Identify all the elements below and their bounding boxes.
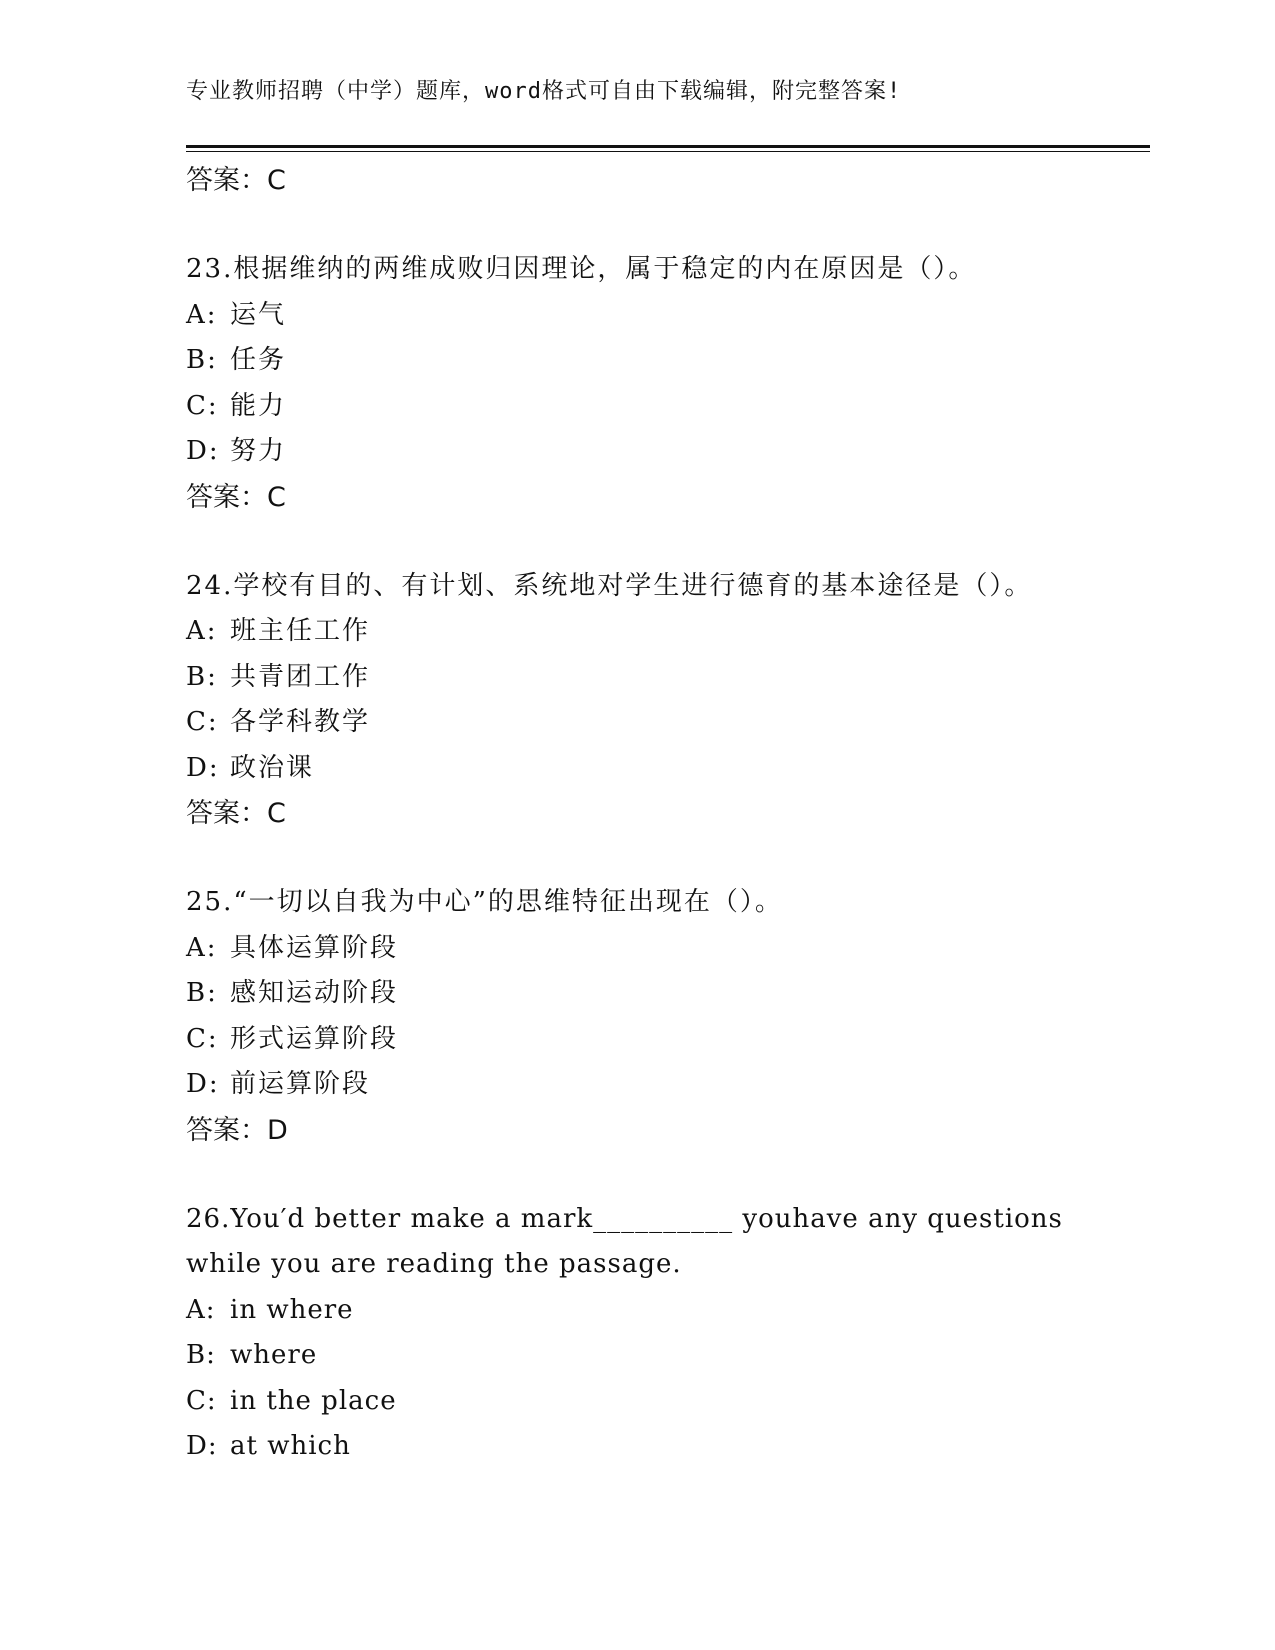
option-text: 努力 [230,436,287,466]
option-key: C: [186,390,219,421]
page-header: 专业教师招聘（中学）题库，word格式可自由下载编辑，附完整答案! [186,79,902,104]
option-row [186,746,1150,792]
option-key: A: [186,299,218,330]
option-text: 各学科教学 [230,707,371,737]
option-key: D: [186,1069,220,1099]
option-key: C: [186,707,219,737]
option-row [186,1062,1150,1108]
option-text: in the place [230,1385,397,1416]
spacer [186,837,1150,880]
option-row [186,926,1150,972]
option-text: at which [230,1431,351,1461]
question-item [186,1197,1150,1470]
option-text: in where [230,1294,354,1325]
option-key: B: [186,661,218,692]
option-text: 政治课 [230,752,315,783]
option-row [186,1424,1150,1470]
option-key: D: [186,436,220,466]
option-text: 共青团工作 [230,661,371,692]
question-stem: 26.You′d better make a mark__________ youhave any questions [186,1203,1063,1234]
option-key: B: [186,978,218,1008]
option-key: D: [186,752,220,783]
answer-line: 答案：C [186,165,286,196]
option-key: A: [186,616,218,646]
option-text: 形式运算阶段 [230,1023,399,1054]
option-text: 任务 [230,345,287,375]
question-item [186,880,1150,1154]
option-row [186,1379,1150,1425]
option-text: 感知运动阶段 [230,978,399,1008]
option-row [186,1333,1150,1379]
spacer [186,1154,1150,1197]
option-row [186,609,1150,655]
option-text: 运气 [230,299,287,330]
option-text: where [230,1340,318,1370]
option-row [186,971,1150,1017]
question-item [186,247,1150,521]
option-text: 前运算阶段 [230,1069,371,1099]
header-rule-thick [186,145,1150,148]
option-key: B: [186,1340,216,1370]
option-row [186,293,1150,339]
spacer [186,521,1150,564]
option-text: 能力 [230,390,287,421]
question-stem: 25.“一切以自我为中心”的思维特征出现在（）。 [186,887,783,917]
question-item [186,564,1150,838]
question-list [186,158,1150,1470]
question-stem: 24.学校有目的、有计划、系统地对学生进行德育的基本途径是（）。 [186,570,1033,601]
option-row [186,384,1150,430]
option-row [186,338,1150,384]
option-key: D: [186,1431,218,1461]
option-row [186,429,1150,475]
header-rule-thin [186,151,1150,152]
option-row [186,655,1150,701]
option-row [186,700,1150,746]
option-row [186,1017,1150,1063]
option-key: B: [186,345,218,375]
spacer [186,204,1150,247]
option-key: C: [186,1023,219,1054]
option-key: A: [186,932,218,963]
question-stem: 23.根据维纳的两维成败归因理论，属于稳定的内在原因是（）。 [186,254,977,284]
question-stem-continued: while you are reading the passage. [186,1249,682,1279]
option-text: 班主任工作 [230,616,371,646]
answer-line: 答案：C [186,798,286,829]
option-row [186,1288,1150,1334]
answer-line: 答案：D [186,1114,288,1146]
option-text: 具体运算阶段 [230,932,399,963]
answer-line: 答案：C [186,481,286,513]
option-key: C: [186,1385,217,1416]
option-key: A: [186,1294,216,1325]
